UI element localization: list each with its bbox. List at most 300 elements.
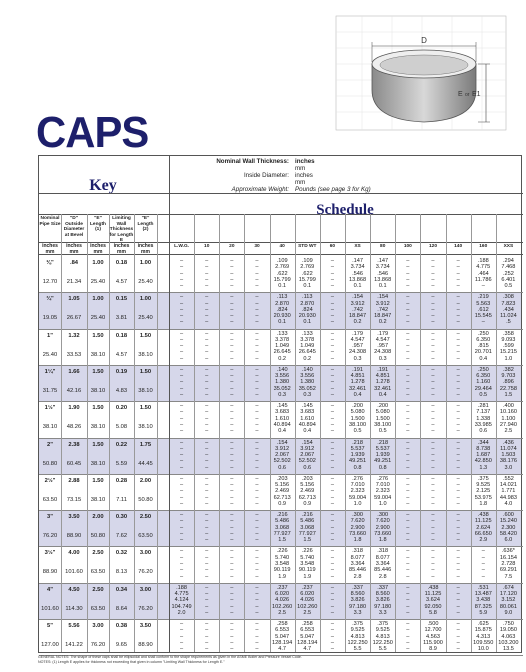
- schedule-cell: – – – – –: [180, 439, 184, 471]
- schedule-cell: – – – – –: [406, 439, 410, 471]
- schedule-header-3: 30: [254, 244, 260, 249]
- key-cell-in: 3.50: [139, 623, 152, 629]
- key-cell-in: 1.50: [139, 368, 152, 375]
- schedule-cell: – – – – –: [431, 294, 435, 326]
- schedule-cell: – – – – –: [230, 512, 234, 544]
- key-cell-in: 5": [47, 623, 53, 629]
- key-cell-mm: 12.70: [42, 279, 58, 285]
- key-cell-mm: 4.57: [115, 279, 128, 285]
- schedule-cell: – – – – –: [330, 403, 334, 435]
- schedule-cell: – – – – –: [230, 475, 234, 507]
- schedule-cell: .636* 16.154 2.728 69.291 7.5: [499, 548, 517, 580]
- schedule-cell: .188 4.775 4.124 104.749 2.0: [171, 584, 192, 616]
- schedule-cell: – – – – –: [431, 258, 435, 290]
- schedule-cell: – – – – –: [330, 475, 334, 507]
- schedule-cell: .133 3.378 1.049 26.645 0.2: [298, 330, 316, 362]
- key-cell-mm: 25.40: [138, 279, 153, 285]
- schedule-header-10: 120: [428, 244, 437, 249]
- key-cell-mm: 60.45: [66, 460, 82, 467]
- schedule-cell: – – – – –: [431, 366, 435, 399]
- schedule-cell: .147 3.734 .546 13.868 0.1: [349, 258, 367, 290]
- schedule-header-6: 60: [329, 244, 336, 249]
- schedule-cell: – – – – –: [230, 584, 234, 616]
- key-cell-mm: 141.22: [65, 642, 83, 648]
- schedule-cell: .674 17.120 3.152 80.061 9.0: [499, 584, 517, 616]
- key-cell-mm: 76.20: [42, 533, 58, 540]
- label-e: E: [458, 91, 463, 98]
- key-cell-mm: 21.34: [66, 279, 82, 285]
- schedule-cell: .140 3.556 1.380 35.052 0.3: [273, 366, 291, 399]
- general-notes: GENERAL NOTES: The shape of these caps shall be ellipsoidal and shall conform to the shape requirements as given in the ASME Boiler and Pressure Vessel Code. NOTES: (1) Length E applies for thickness not exceeding that given in column "Limiting Wall Thickness for Length E.": [38, 655, 302, 664]
- schedule-cell: .226 5.740 3.548 90.119 1.9: [273, 548, 291, 580]
- schedule-cell: .276 7.010 2.323 59.004 1.0: [349, 475, 367, 507]
- key-cell-in: 0.15: [115, 296, 128, 303]
- label-e1: E1: [472, 91, 481, 98]
- schedule-cell: – – – – –: [255, 366, 259, 399]
- schedule-cell: .400 10.160 1.100 27.940 2.5: [499, 403, 517, 435]
- schedule-cell: – – – – –: [255, 621, 259, 653]
- schedule-cell: – – – – –: [330, 584, 334, 616]
- key-cell-in: 1.66: [68, 368, 80, 375]
- schedule-cell: – – – – –: [456, 439, 460, 471]
- schedule-cell: – – – – –: [456, 330, 460, 362]
- cap-diagram: [332, 12, 510, 134]
- schedule-cell: .203 5.156 2.469 62.713 0.9: [298, 475, 316, 507]
- schedule-header-1: 10: [204, 244, 210, 249]
- key-cell-mm: 76.20: [138, 569, 153, 576]
- key-cell-mm: 25.40: [42, 351, 58, 358]
- schedule-cell: .358 9.093 .599 15.215 1.0: [499, 330, 517, 362]
- key-cell-mm: 88.90: [42, 569, 58, 576]
- key-cell-in: 2.50: [139, 514, 152, 521]
- weight-value: Pounds (see page 3 for Kg): [295, 186, 371, 193]
- schedule-header-13: XXS: [503, 244, 514, 249]
- key-cell-in: 2.00: [92, 514, 104, 521]
- key-cell-in: 1.75: [139, 441, 152, 448]
- key-cell-in: 1.50: [92, 368, 104, 375]
- schedule-cell: – – – – –: [205, 258, 209, 290]
- schedule-header-0: L.W.G.: [174, 244, 190, 249]
- schedule-cell: .337 8.560 3.826 97.180 3.3: [349, 584, 367, 616]
- schedule-cell: – – – – –: [255, 512, 259, 544]
- schedule-label: Schedule: [316, 202, 374, 218]
- schedule-cell: – – – – –: [255, 403, 259, 435]
- schedule-header-11: 140: [454, 244, 463, 249]
- schedule-cell: – – – – –: [406, 403, 410, 435]
- schedule-cell: .258 6.553 5.047 128.194 4.7: [297, 621, 318, 653]
- key-cell-mm: 63.50: [90, 569, 106, 576]
- schedule-cell: .179 4.547 .957 24.308 0.3: [349, 330, 367, 362]
- key-cell-mm: 101.60: [41, 605, 59, 612]
- key-cell-mm: 50.80: [42, 460, 58, 467]
- schedule-cell: – – – – –: [431, 403, 435, 435]
- key-cell-mm: 63.50: [138, 533, 153, 540]
- key-cell-mm: 19.05: [42, 315, 58, 322]
- key-cell-mm: 3.81: [115, 315, 128, 322]
- schedule-header-7: XS: [354, 244, 361, 249]
- row-rule: [39, 619, 523, 620]
- schedule-cell: .318 8.077 3.364 85.446 2.8: [349, 548, 367, 580]
- schedule-cell: .300 7.620 2.900 73.660 1.8: [349, 512, 367, 544]
- key-cell-mm: 8.13: [115, 569, 128, 576]
- schedule-cell: – – – – –: [205, 330, 209, 362]
- schedule-cell: .200 5.080 1.500 38.100 0.5: [349, 403, 367, 435]
- key-cell-in: 3.00: [139, 550, 152, 557]
- key-cell-mm: 25.40: [90, 279, 106, 285]
- row-rule: [39, 329, 523, 330]
- key-cell-mm: 38.10: [90, 460, 106, 467]
- schedule-cell: .216 5.486 3.068 77.927 1.5: [298, 512, 316, 544]
- schedule-cell: .625 15.875 4.313 109.550 10.0: [473, 621, 494, 653]
- schedule-header-8: 80: [380, 244, 386, 249]
- key-cell-in: 1.50: [92, 477, 104, 484]
- schedule-header-5: STD WT: [298, 244, 317, 249]
- schedule-cell: .218 5.537 1.939 49.251 0.8: [349, 439, 367, 471]
- schedule-cell: – – – – –: [180, 548, 184, 580]
- schedule-cell: .188 4.775 .464 11.786 –: [474, 258, 492, 290]
- key-cell-in: 1.05: [68, 296, 80, 303]
- key-header-1: "D" Outside Diameter at Bevel: [63, 216, 85, 238]
- schedule-cell: .154 3.912 2.067 52.502 0.6: [298, 439, 316, 471]
- key-cell-mm: 38.10: [90, 496, 106, 503]
- key-cell-mm: 33.53: [66, 351, 82, 358]
- key-cell-in: 1.00: [139, 296, 152, 303]
- schedule-cell: – – – – –: [406, 584, 410, 616]
- schedule-cell: .237 6.020 4.026 102.260 2.5: [297, 584, 318, 616]
- schedule-cell: – – – – –: [180, 512, 184, 544]
- key-cell-in: 1.00: [139, 260, 152, 266]
- key-header-4: "E" Length (2): [137, 216, 154, 232]
- schedule-cell: .140 3.556 1.380 35.052 0.3: [298, 366, 316, 399]
- schedule-cell: – – – – –: [406, 258, 410, 290]
- schedule-cell: – – – – –: [330, 330, 334, 362]
- schedule-cell: .438 11.125 2.624 66.650 2.9: [474, 512, 492, 544]
- schedule-cell: .250 6.350 1.160 29.464 0.5: [474, 366, 492, 399]
- schedule-cell: – – – – –: [456, 475, 460, 507]
- schedule-cell: .294 7.468 .252 6.401 0.5: [501, 258, 516, 290]
- schedule-cell: – – – – –: [456, 403, 460, 435]
- schedule-cell: – – – – –: [431, 330, 435, 362]
- key-cell-mm: 31.75: [42, 387, 58, 394]
- key-cell-in: 2.50: [92, 550, 104, 557]
- schedule-cell: .375 9.525 4.813 122.250 5.5: [372, 621, 393, 653]
- key-cell-mm: 38.10: [90, 387, 106, 394]
- key-cell-in: 1.32: [68, 332, 80, 339]
- key-cell-in: 3.50: [68, 514, 80, 521]
- key-unit-2: inches mm: [90, 243, 106, 255]
- key-cell-in: 1.50: [92, 332, 104, 339]
- key-cell-mm: 38.10: [90, 351, 106, 358]
- key-cell-in: 1.50: [139, 405, 152, 412]
- schedule-cell: – – – – –: [456, 366, 460, 399]
- schedule-cell: – – – – –: [406, 548, 410, 580]
- key-cell-in: 4.50: [68, 586, 80, 593]
- schedule-cell: – – – – –: [456, 584, 460, 616]
- nominal-wall-label: Nominal Wall Thickness:: [216, 158, 289, 165]
- schedule-cell: .147 3.734 .546 13.868 0.1: [374, 258, 392, 290]
- schedule-cell: .200 5.080 1.500 38.100 0.5: [374, 403, 392, 435]
- key-unit-4: inches mm: [137, 243, 154, 255]
- column-rule: [157, 214, 158, 652]
- schedule-cell: .281 7.137 1.338 33.985 0.6: [474, 403, 492, 435]
- schedule-cell: – – – – –: [205, 548, 209, 580]
- schedule-cell: .226 5.740 3.548 90.119 1.9: [298, 548, 316, 580]
- key-label: Key: [89, 177, 117, 194]
- key-cell-in: 4.00: [68, 550, 80, 557]
- schedule-cell: – – – – –: [330, 621, 334, 653]
- schedule-cell: – – – – –: [180, 258, 184, 290]
- schedule-cell: – – – – –: [431, 439, 435, 471]
- key-cell-in: 1": [47, 332, 53, 339]
- key-cell-in: 2½": [44, 477, 56, 484]
- schedule-cell: .500 12.700 4.563 115.900 8.9: [423, 621, 443, 653]
- row-rule: [39, 510, 523, 511]
- key-cell-mm: 5.08: [115, 424, 128, 431]
- schedule-cell: .344 8.738 1.687 42.850 1.3: [474, 439, 492, 471]
- key-cell-mm: 42.16: [66, 387, 82, 394]
- schedule-cell: – – – – –: [330, 439, 334, 471]
- key-cell-in: .84: [69, 260, 79, 266]
- schedule-cell: .438 11.125 3.624 92.050 5.8: [424, 584, 442, 616]
- key-unit-3: inches mm: [113, 243, 130, 255]
- key-cell-in: 0.22: [115, 441, 128, 448]
- key-cell-mm: 127.00: [41, 642, 59, 648]
- schedule-cell: – – – – –: [431, 475, 435, 507]
- schedule-cell: .600 15.240 2.300 58.420 6.0: [499, 512, 517, 544]
- schedule-cell: – – – – –: [180, 330, 184, 362]
- schedule-cell: – – – – –: [481, 548, 485, 580]
- key-cell-in: 3.00: [92, 623, 104, 629]
- schedule-cell: – – – – –: [255, 548, 259, 580]
- schedule-cell: – – – – –: [330, 548, 334, 580]
- schedule-cell: – – – – –: [406, 294, 410, 326]
- schedule-cell: – – – – –: [180, 366, 184, 399]
- key-cell-in: 1.00: [92, 260, 104, 266]
- schedule-cell: .203 5.156 2.469 62.713 0.9: [273, 475, 291, 507]
- schedule-cell: – – – – –: [230, 294, 234, 326]
- key-cell-mm: 101.60: [65, 569, 83, 576]
- schedule-cell: – – – – –: [255, 294, 259, 326]
- schedule-cell: – – – – –: [230, 548, 234, 580]
- label-d: D: [421, 36, 427, 45]
- schedule-cell: .133 3.378 1.049 26.645 0.2: [273, 330, 291, 362]
- schedule-cell: .145 3.683 1.610 40.894 0.4: [298, 403, 316, 435]
- schedule-cell: – – – – –: [180, 403, 184, 435]
- schedule-cell: – – – – –: [330, 294, 334, 326]
- key-cell-mm: 7.62: [115, 533, 128, 540]
- key-cell-mm: 114.30: [65, 605, 83, 612]
- schedule-cell: .436 11.074 1.503 38.176 3.0: [499, 439, 517, 471]
- schedule-cell: .552 14.021 1.771 44.983 4.0: [499, 475, 517, 507]
- key-cell-mm: 4.83: [115, 387, 128, 394]
- key-cell-mm: 38.10: [138, 351, 153, 358]
- key-cell-in: 0.20: [115, 405, 128, 412]
- inside-diameter-value: inches: [295, 172, 313, 179]
- schedule-cell: – – – – –: [431, 548, 435, 580]
- schedule-cell: – – – – –: [456, 548, 460, 580]
- row-rule: [39, 365, 523, 366]
- key-cell-mm: 63.50: [42, 496, 58, 503]
- key-cell-in: 0.18: [115, 332, 128, 339]
- schedule-cell: .337 8.560 3.826 97.180 3.3: [374, 584, 392, 616]
- schedule-cell: .318 8.077 3.364 85.446 2.8: [374, 548, 392, 580]
- schedule-cell: – – – – –: [205, 366, 209, 399]
- key-cell-in: 0.19: [115, 368, 128, 375]
- label-or: or: [465, 92, 470, 98]
- key-cell-mm: 25.40: [138, 315, 153, 322]
- schedule-cell: .179 4.547 .957 24.308 0.3: [374, 330, 392, 362]
- schedule-cell: .308 7.823 .434 11.024 .5: [500, 294, 517, 326]
- key-cell-in: 2": [47, 441, 53, 448]
- key-cell-in: ¾": [46, 296, 54, 303]
- key-cell-mm: 26.67: [66, 315, 82, 322]
- schedule-cell: .154 3.912 .742 18.847 0.2: [349, 294, 367, 326]
- schedule-cell: – – – – –: [406, 366, 410, 399]
- schedule-cell: – – – – –: [205, 439, 209, 471]
- schedule-cell: .375 9.525 2.125 53.975 1.8: [474, 475, 492, 507]
- schedule-cell: – – – – –: [230, 439, 234, 471]
- schedule-cell: .113 2.870 .824 20.930 0.1: [273, 294, 291, 326]
- key-cell-in: 1.50: [92, 441, 104, 448]
- schedule-cell: – – – – –: [255, 439, 259, 471]
- row-rule: [39, 292, 523, 293]
- schedule-header-12: 160: [479, 244, 488, 249]
- key-cell-mm: 4.57: [115, 351, 128, 358]
- schedule-cell: – – – – –: [205, 475, 209, 507]
- key-unit-0: inches mm: [42, 243, 58, 255]
- key-cell-in: 1½": [44, 405, 56, 412]
- key-cell-mm: 88.90: [66, 533, 82, 540]
- key-cell-in: ⅜": [46, 260, 54, 266]
- schedule-cell: .145 3.683 1.610 40.894 0.4: [273, 403, 291, 435]
- schedule-cell: – – – – –: [431, 512, 435, 544]
- key-cell-in: 5.56: [68, 623, 80, 629]
- key-cell-mm: 38.10: [138, 424, 153, 431]
- schedule-cell: .750 19.050 4.063 103.200 13.5: [498, 621, 519, 653]
- schedule-cell: – – – – –: [205, 294, 209, 326]
- schedule-cell: – – – – –: [456, 258, 460, 290]
- nominal-wall-unit: mm: [295, 165, 306, 172]
- key-cell-in: 1.50: [139, 332, 152, 339]
- schedule-cell: .216 5.486 3.068 77.927 1.5: [273, 512, 291, 544]
- key-cell-mm: 88.90: [138, 642, 153, 648]
- schedule-cell: – – – – –: [330, 258, 334, 290]
- schedule-cell: – – – – –: [230, 366, 234, 399]
- schedule-header-9: 100: [403, 244, 412, 249]
- row-rule: [39, 583, 523, 584]
- schedule-cell: – – – – –: [230, 621, 234, 653]
- key-cell-mm: 5.59: [115, 460, 128, 467]
- weight-label: Approximate Weight:: [231, 186, 289, 193]
- schedule-cell: .219 5.563 .612 15.545 –: [474, 294, 492, 326]
- key-cell-mm: 38.10: [90, 424, 106, 431]
- key-header-0: Nominal Pipe Size: [39, 216, 61, 227]
- nominal-wall-value: inches: [295, 158, 315, 165]
- row-rule: [39, 474, 523, 475]
- schedule-cell: – – – – –: [255, 330, 259, 362]
- schedule-cell: .109 2.769 .622 15.799 0.1: [298, 258, 316, 290]
- schedule-cell: – – – – –: [406, 330, 410, 362]
- page-title: CAPS: [36, 108, 149, 157]
- schedule-cell: – – – – –: [230, 330, 234, 362]
- key-cell-in: 0.28: [115, 477, 128, 484]
- key-cell-in: 1.50: [92, 405, 104, 412]
- key-cell-in: 3.00: [139, 586, 152, 593]
- key-cell-mm: 76.20: [90, 642, 106, 648]
- schedule-cell: – – – – –: [255, 258, 259, 290]
- schedule-cell: .375 9.525 4.813 122.250 5.5: [347, 621, 368, 653]
- schedule-cell: – – – – –: [406, 475, 410, 507]
- key-cell-mm: 73.15: [66, 496, 82, 503]
- schedule-cell: .300 7.620 2.900 73.660 1.8: [374, 512, 392, 544]
- schedule-cell: – – – – –: [180, 621, 184, 653]
- key-header-2: "E" Length (1): [90, 216, 106, 232]
- schedule-cell: – – – – –: [456, 294, 460, 326]
- schedule-cell: – – – – –: [330, 512, 334, 544]
- schedule-cell: – – – – –: [205, 403, 209, 435]
- key-cell-in: 0.18: [115, 260, 128, 266]
- schedule-cell: – – – – –: [255, 584, 259, 616]
- key-unit-1: inches mm: [66, 243, 82, 255]
- key-cell-in: 0.32: [115, 550, 128, 557]
- schedule-cell: .191 4.851 1.278 32.461 0.4: [374, 366, 392, 399]
- schedule-header-2: 20: [229, 244, 235, 249]
- inside-diameter-label: Inside Diameter:: [243, 172, 289, 179]
- schedule-cell: – – – – –: [255, 475, 259, 507]
- key-cell-mm: 44.45: [138, 460, 153, 467]
- schedule-cell: .382 9.703 .896 22.758 1.5: [499, 366, 517, 399]
- schedule-cell: .109 2.769 .622 15.799 0.1: [273, 258, 291, 290]
- key-cell-in: 2.00: [139, 477, 152, 484]
- key-cell-mm: 25.40: [90, 315, 106, 322]
- key-cell-in: 0.30: [115, 514, 128, 521]
- key-cell-in: 1¼": [44, 368, 56, 375]
- key-cell-in: 2.88: [68, 477, 80, 484]
- key-cell-mm: 50.80: [138, 496, 153, 503]
- key-cell-mm: 38.10: [42, 424, 58, 431]
- schedule-cell: .154 3.912 .742 18.847 0.2: [374, 294, 392, 326]
- key-cell-in: 0.38: [115, 623, 128, 629]
- schedule-cell: – – – – –: [180, 475, 184, 507]
- schedule-cell: – – – – –: [205, 584, 209, 616]
- key-cell-in: 2.50: [92, 586, 104, 593]
- caps-table: [38, 155, 522, 653]
- header-rule: [39, 193, 523, 194]
- schedule-cell: .531 13.487 3.438 87.325 5.9: [474, 584, 492, 616]
- key-cell-in: 1.00: [92, 296, 104, 303]
- header-rule: [39, 214, 523, 215]
- row-rule: [39, 438, 523, 439]
- schedule-header-4: 40: [279, 244, 285, 249]
- schedule-cell: .258 6.553 5.047 128.194 4.7: [272, 621, 293, 653]
- schedule-cell: – – – – –: [406, 512, 410, 544]
- schedule-cell: – – – – –: [330, 366, 334, 399]
- key-cell-in: 3½": [44, 550, 56, 557]
- schedule-cell: – – – – –: [456, 621, 460, 653]
- key-cell-in: 3": [47, 514, 53, 521]
- key-cell-mm: 76.20: [138, 605, 153, 612]
- key-header-3: Limiting Wall Thickness for Length E: [109, 216, 134, 243]
- schedule-cell: – – – – –: [456, 512, 460, 544]
- key-cell-in: 1.90: [68, 405, 80, 412]
- inside-diameter-unit: mm: [295, 179, 306, 186]
- key-cell-mm: 7.11: [116, 496, 127, 503]
- schedule-cell: .191 4.851 1.278 32.461 0.4: [349, 366, 367, 399]
- schedule-cell: .237 6.020 4.026 102.260 2.5: [272, 584, 293, 616]
- key-cell-in: 0.34: [115, 586, 128, 593]
- key-cell-in: 2.38: [68, 441, 80, 448]
- schedule-cell: – – – – –: [230, 403, 234, 435]
